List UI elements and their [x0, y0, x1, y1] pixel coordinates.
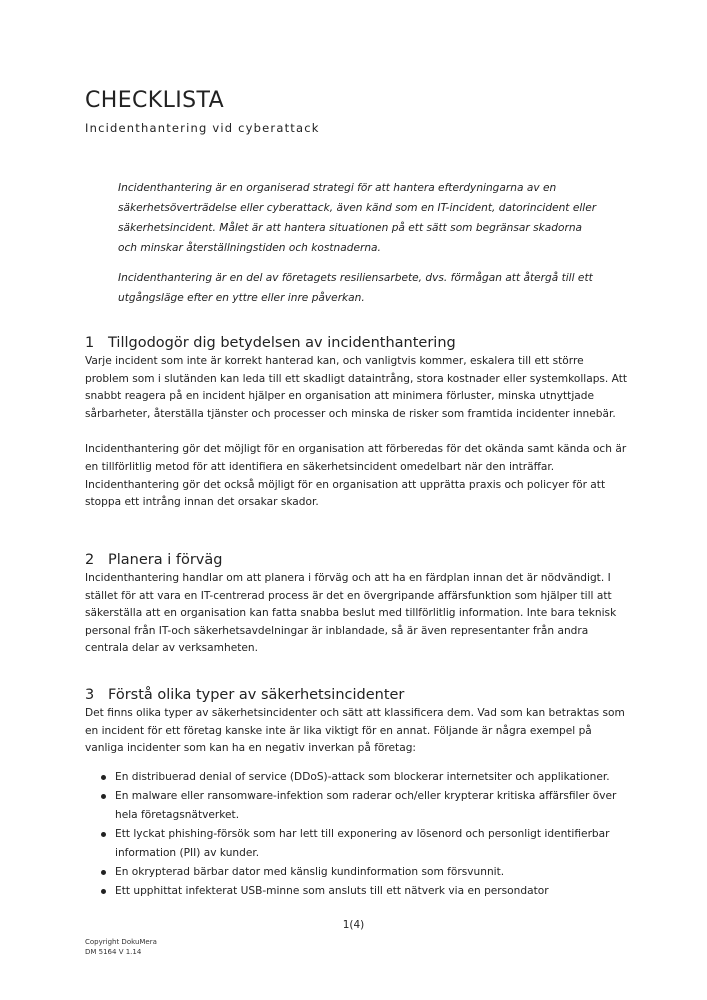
list-item-text: En distribuerad denial of service (DDoS)-attack som blockerar internetsiter och applikationer.	[115, 770, 610, 783]
section-title: Planera i förväg	[108, 552, 223, 568]
bullet-icon	[101, 870, 106, 875]
list-item-text: Ett upphittat infekterat USB-minne som ansluts till ett nätverk via en persondator	[115, 884, 549, 897]
incident-list	[85, 768, 630, 901]
list-item	[85, 825, 630, 863]
document-title: CHECKLISTA	[85, 88, 225, 113]
section-title: Förstå olika typer av säkerhetsincidenter	[108, 687, 405, 703]
section-paragraph: Varje incident som inte är korrekt hanterad kan, och vanligtvis kommer, eskalera till ett större problem som i slutänden kan leda till ett skadligt dataintrång, stora kostnader eller systemkollaps. Att snabbt reagera på en incident hjälper en organisation att minimera förluster, minska utnyttjade sårbarheter, återställa tjänster och processer och minska de risker som framtida incidenter innebär.	[85, 355, 628, 420]
footer-doc-id: DM 5164 V 1.14	[85, 948, 142, 956]
section-paragraph: Incidenthantering handlar om att planera i förväg och att ha en färdplan innan det är nödvändigt. I stället för att vara en IT-centrerad process är det en övergripande affärsfunktion som hjälper till att säkerställa att en organisation kan fatta snabba beslut med tillförlitlig information. Inte bara teknisk personal från IT-och säkerhetsavdelningar är inblandade, så är även representanter från andra centrala delar av verksamheten.	[85, 572, 617, 655]
page-number: 1(4)	[342, 919, 365, 931]
list-item-text: En malware eller ransomware-infektion som raderar och/eller krypterar kritiska affärsfiler över hela företagsnätverket.	[115, 789, 617, 821]
list-item	[85, 882, 630, 901]
section-heading	[85, 335, 630, 351]
section-1	[85, 335, 630, 530]
section-title: Tillgodogör dig betydelsen av incidenthantering	[108, 335, 456, 351]
section-heading	[85, 552, 630, 568]
list-item	[85, 768, 630, 787]
intro-block	[118, 178, 598, 318]
footer	[85, 937, 157, 957]
bullet-icon	[101, 794, 106, 799]
section-number: 1	[85, 335, 95, 351]
list-item	[85, 863, 630, 882]
section-paragraph: Incidenthantering gör det möjligt för en organisation att förberedas för det okända samt kända och är en tillförlitlig metod för att identifiera en säkerhetsincident omedelbart när den inträffar. Incidenthantering gör det också möjligt för en organisation att upprätta praxis och policyer för att stoppa ett intrång innan det orsakar skador.	[85, 443, 627, 509]
section-3	[85, 687, 630, 901]
list-item-text: En okrypterad bärbar dator med känslig kundinformation som försvunnit.	[115, 865, 505, 878]
section-paragraph: Det finns olika typer av säkerhetsincidenter och sätt att klassificera dem. Vad som kan betraktas som en incident för ett företag kanske inte är lika viktigt för en annat. Följande är några exempel på vanliga incidenter som kan ha en negativ inverkan på företag:	[85, 707, 625, 755]
section-heading	[85, 687, 630, 703]
list-item-text: Ett lyckat phishing-försök som har lett till exponering av lösenord och personligt identifierbar information (PII) av kunder.	[115, 827, 610, 859]
section-2	[85, 552, 630, 676]
section-number: 3	[85, 687, 95, 703]
section-number: 2	[85, 552, 95, 568]
intro-paragraph: Incidenthantering är en del av företagets resiliensarbete, dvs. förmågan att återgå till ett utgångsläge efter en yttre eller inre påverkan.	[118, 272, 593, 304]
footer-copyright: Copyright DokuMera	[85, 938, 157, 946]
document-subtitle: Incidenthantering vid cyberattack	[85, 121, 320, 135]
list-item	[85, 787, 630, 825]
intro-paragraph: Incidenthantering är en organiserad strategi för att hantera efterdyningarna av en säkerhetsöverträdelse eller cyberattack, även känd som en IT-incident, datorincident eller säkerhetsincident. Målet är att hantera situationen på ett sätt som begränsar skadorna och minskar återställningstiden och kostnaderna.	[118, 182, 597, 254]
bullet-icon	[101, 775, 106, 780]
bullet-icon	[101, 889, 106, 894]
bullet-icon	[101, 832, 106, 837]
